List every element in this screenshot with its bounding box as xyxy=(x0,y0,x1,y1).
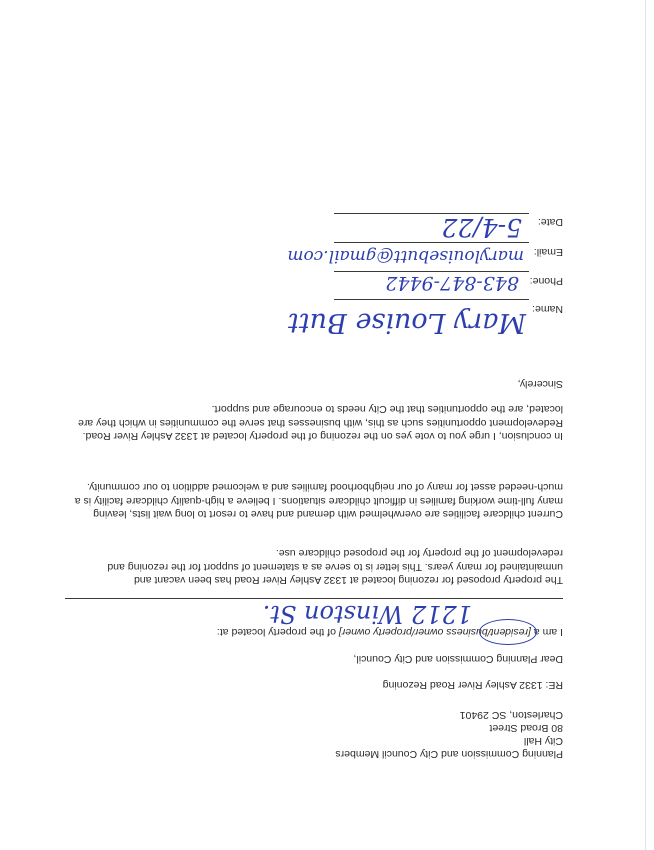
subject-line: RE: 1332 Ashley River Road Rezoning xyxy=(382,679,563,691)
phone-label: Phone: xyxy=(529,275,563,287)
date-label: Date: xyxy=(537,216,563,228)
paragraph-3: In conclusion, I urge you to vote yes on the rezoning of the property located at 1332 Ashley River Road. Redevelopment opportunities such as this, with businesses that serve the communities in which they are located, are the opportunities that the City needs to encourage and support. xyxy=(78,403,563,442)
scan-edge-line xyxy=(645,0,646,850)
status-options: [resident/business owner/property owner] xyxy=(338,626,531,638)
handwritten-date: 5-4/22 xyxy=(441,213,522,242)
recipient-line-2: City Hall xyxy=(523,735,563,747)
recipient-line-4: Charleston, SC 29401 xyxy=(459,709,563,721)
date-rule xyxy=(334,213,529,214)
paragraph-2: Current childcare facilities are overwhelmed with demand and have to resort to long wait lists, leaving many full-time working families in difficult childcare situations. I believe a high-quality childcare facility is a much-needed asset for many of our neighborhood families and a welcomed addition to our community. xyxy=(74,481,563,520)
handwritten-name: Mary Louise Butt xyxy=(287,307,526,338)
salutation: Dear Planning Commission and City Council, xyxy=(353,653,563,665)
name-label: Name: xyxy=(532,303,563,315)
recipient-line-1: Planning Commission and City Council Members xyxy=(335,748,563,760)
address-rule xyxy=(65,598,563,599)
email-label: Email: xyxy=(533,246,563,258)
status-prefix: I am a xyxy=(530,626,563,638)
email-rule xyxy=(334,242,529,243)
closing: Sincerely, xyxy=(517,378,563,390)
circled-option-mark xyxy=(479,619,537,645)
recipient-line-3: 80 Broad Street xyxy=(489,722,563,734)
handwritten-address: 1212 Winston St. xyxy=(262,600,472,628)
paragraph-1: The property proposed for rezoning located at 1332 Ashley River Road has been vacant and unmaintained for many years. This letter is to serve as a statement of support for the rezoning and redevelopment of the property for the proposed childcare use. xyxy=(107,547,563,586)
phone-rule xyxy=(334,271,529,272)
status-suffix: of the property located at: xyxy=(216,626,339,638)
name-rule xyxy=(334,299,529,300)
handwritten-email: marylouisebutt@gmail.com xyxy=(287,246,524,266)
handwritten-phone: 843-847-9442 xyxy=(385,272,519,294)
